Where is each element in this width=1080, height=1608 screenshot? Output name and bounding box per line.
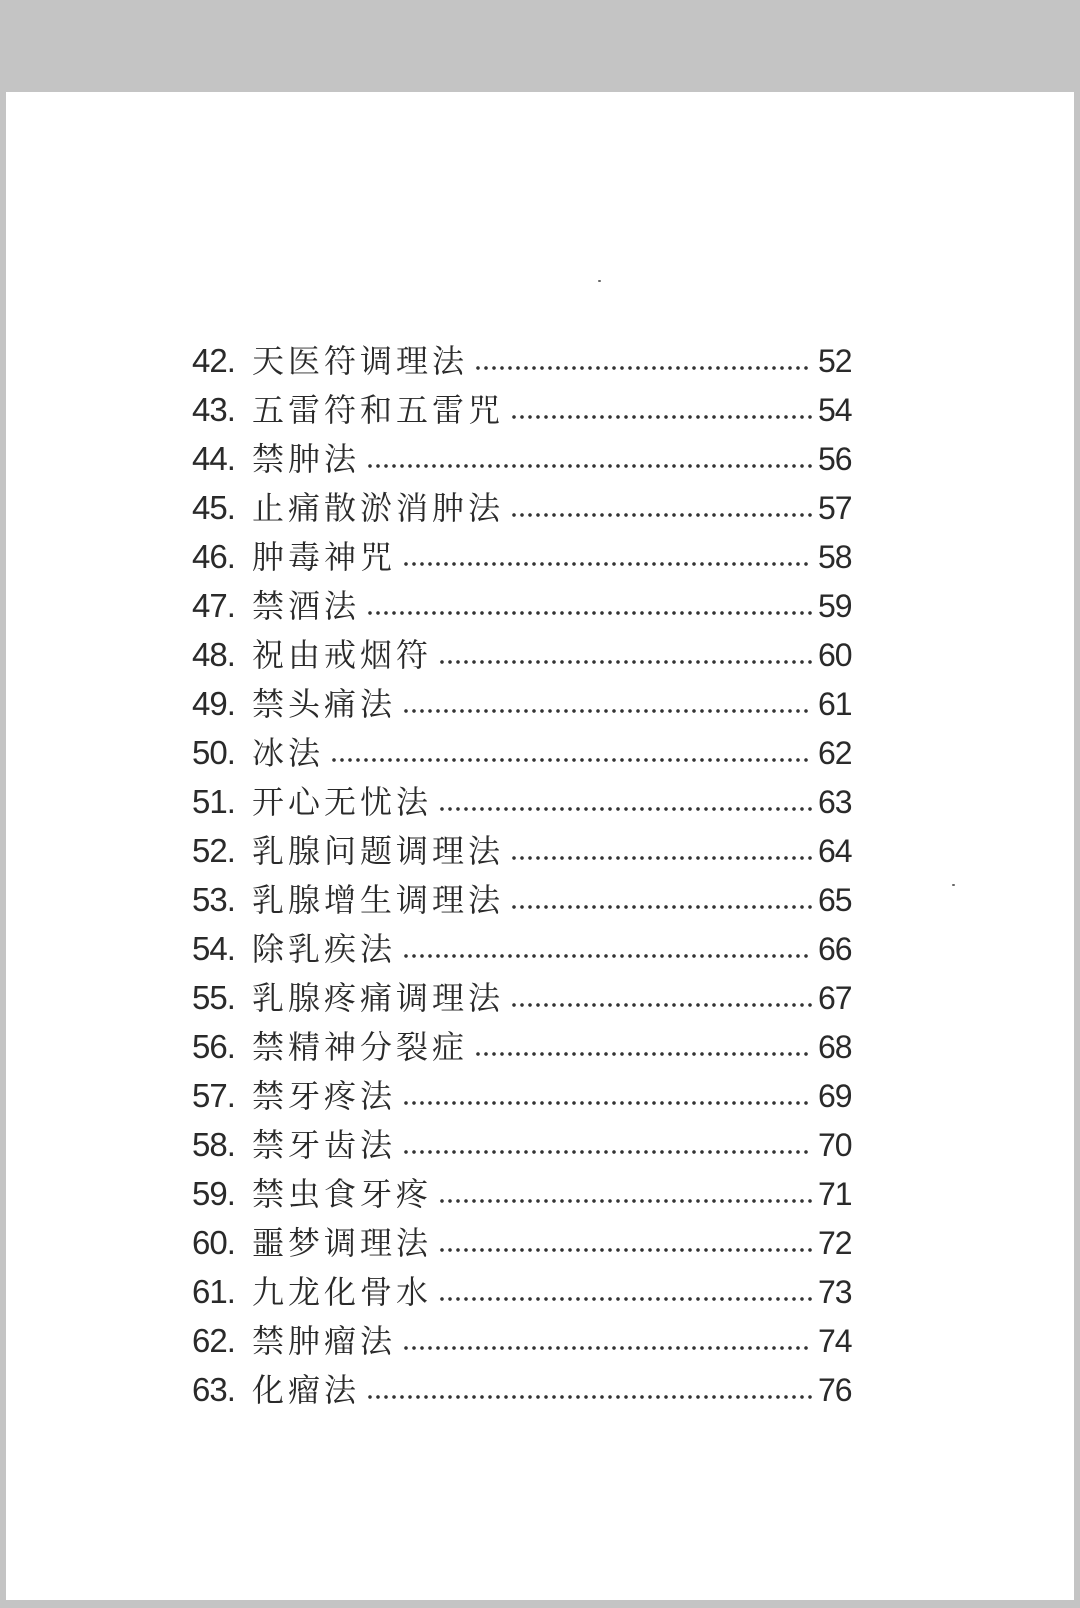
entry-number: 48. bbox=[192, 636, 235, 673]
dot-leader bbox=[402, 708, 812, 714]
entry-title: 开心无忧法 bbox=[252, 783, 433, 821]
toc-entry[interactable] bbox=[192, 924, 860, 973]
entry-page-number: 67 bbox=[818, 980, 852, 1016]
entry-title: 禁精神分裂症 bbox=[252, 1028, 469, 1066]
entry-number: 42. bbox=[192, 342, 235, 379]
entry-number: 44. bbox=[192, 440, 235, 477]
entry-number: 54. bbox=[192, 930, 235, 967]
entry-number: 47. bbox=[192, 587, 235, 624]
entry-title: 止痛散淤消肿法 bbox=[252, 489, 505, 527]
dot-leader bbox=[402, 953, 812, 959]
dot-leader bbox=[366, 1394, 812, 1400]
entry-page-number: 52 bbox=[818, 343, 852, 379]
entry-page-number: 74 bbox=[818, 1323, 852, 1359]
toc-entry[interactable] bbox=[192, 875, 860, 924]
entry-title: 冰法 bbox=[252, 734, 325, 772]
entry-page-number: 66 bbox=[818, 931, 852, 967]
entry-number: 49. bbox=[192, 685, 235, 722]
entry-page-number: 54 bbox=[818, 392, 852, 428]
entry-title: 禁酒法 bbox=[252, 587, 361, 625]
entry-number: 63. bbox=[192, 1371, 235, 1408]
entry-page-number: 57 bbox=[818, 490, 852, 526]
entry-page-number: 65 bbox=[818, 882, 852, 918]
table-of-contents bbox=[192, 336, 860, 1414]
entry-title: 噩梦调理法 bbox=[252, 1224, 433, 1262]
dot-leader bbox=[366, 463, 812, 469]
dot-leader bbox=[438, 1247, 812, 1253]
toc-entry[interactable] bbox=[192, 434, 860, 483]
toc-entry[interactable] bbox=[192, 777, 860, 826]
toc-entry[interactable] bbox=[192, 1120, 860, 1169]
toc-entry[interactable] bbox=[192, 630, 860, 679]
entry-page-number: 70 bbox=[818, 1127, 852, 1163]
entry-number: 53. bbox=[192, 881, 235, 918]
scan-speck bbox=[952, 884, 955, 886]
entry-title: 禁头痛法 bbox=[252, 685, 397, 723]
dot-leader bbox=[438, 1296, 812, 1302]
entry-number: 60. bbox=[192, 1224, 235, 1261]
toc-entry[interactable] bbox=[192, 826, 860, 875]
toc-entry[interactable] bbox=[192, 1071, 860, 1120]
entry-title: 祝由戒烟符 bbox=[252, 636, 433, 674]
entry-page-number: 69 bbox=[818, 1078, 852, 1114]
dot-leader bbox=[510, 414, 812, 420]
entry-page-number: 61 bbox=[818, 686, 852, 722]
toc-entry[interactable] bbox=[192, 1218, 860, 1267]
dot-leader bbox=[402, 1345, 812, 1351]
entry-page-number: 58 bbox=[818, 539, 852, 575]
entry-page-number: 59 bbox=[818, 588, 852, 624]
entry-title: 乳腺疼痛调理法 bbox=[252, 979, 505, 1017]
dot-leader bbox=[510, 904, 812, 910]
entry-title: 乳腺问题调理法 bbox=[252, 832, 505, 870]
dot-leader bbox=[510, 855, 812, 861]
dot-leader bbox=[510, 1002, 812, 1008]
dot-leader bbox=[366, 610, 812, 616]
toc-entry[interactable] bbox=[192, 973, 860, 1022]
scan-speck bbox=[598, 280, 601, 282]
dot-leader bbox=[474, 365, 812, 371]
entry-page-number: 76 bbox=[818, 1372, 852, 1408]
entry-title: 禁虫食牙疼 bbox=[252, 1175, 433, 1213]
entry-page-number: 68 bbox=[818, 1029, 852, 1065]
entry-number: 58. bbox=[192, 1126, 235, 1163]
entry-title: 乳腺增生调理法 bbox=[252, 881, 505, 919]
toc-entry[interactable] bbox=[192, 1267, 860, 1316]
toc-entry[interactable] bbox=[192, 679, 860, 728]
toc-entry[interactable] bbox=[192, 1022, 860, 1071]
dot-leader bbox=[438, 1198, 812, 1204]
entry-number: 52. bbox=[192, 832, 235, 869]
entry-number: 62. bbox=[192, 1322, 235, 1359]
dot-leader bbox=[438, 659, 812, 665]
entry-title: 化瘤法 bbox=[252, 1371, 361, 1409]
dot-leader bbox=[402, 1100, 812, 1106]
entry-title: 禁肿瘤法 bbox=[252, 1322, 397, 1360]
entry-page-number: 56 bbox=[818, 441, 852, 477]
entry-title: 禁肿法 bbox=[252, 440, 361, 478]
entry-page-number: 63 bbox=[818, 784, 852, 820]
dot-leader bbox=[402, 1149, 812, 1155]
entry-number: 50. bbox=[192, 734, 235, 771]
toc-entry[interactable] bbox=[192, 532, 860, 581]
entry-page-number: 71 bbox=[818, 1176, 852, 1212]
entry-page-number: 64 bbox=[818, 833, 852, 869]
entry-title: 肿毒神咒 bbox=[252, 538, 397, 576]
dot-leader bbox=[402, 561, 812, 567]
entry-title: 天医符调理法 bbox=[252, 342, 469, 380]
entry-title: 除乳疾法 bbox=[252, 930, 397, 968]
toc-entry[interactable] bbox=[192, 728, 860, 777]
dot-leader bbox=[330, 757, 812, 763]
toc-entry[interactable] bbox=[192, 336, 860, 385]
toc-entry[interactable] bbox=[192, 1365, 860, 1414]
entry-page-number: 62 bbox=[818, 735, 852, 771]
toc-entry[interactable] bbox=[192, 1169, 860, 1218]
dot-leader bbox=[474, 1051, 812, 1057]
entry-number: 57. bbox=[192, 1077, 235, 1114]
entry-number: 59. bbox=[192, 1175, 235, 1212]
toc-entry[interactable] bbox=[192, 385, 860, 434]
entry-number: 43. bbox=[192, 391, 235, 428]
toc-entry[interactable] bbox=[192, 483, 860, 532]
entry-number: 45. bbox=[192, 489, 235, 526]
entry-number: 46. bbox=[192, 538, 235, 575]
entry-title: 五雷符和五雷咒 bbox=[252, 391, 505, 429]
entry-page-number: 60 bbox=[818, 637, 852, 673]
toc-entry[interactable] bbox=[192, 581, 860, 630]
entry-number: 55. bbox=[192, 979, 235, 1016]
entry-page-number: 73 bbox=[818, 1274, 852, 1310]
entry-title: 九龙化骨水 bbox=[252, 1273, 433, 1311]
entry-title: 禁牙齿法 bbox=[252, 1126, 397, 1164]
entry-page-number: 72 bbox=[818, 1225, 852, 1261]
entry-number: 51. bbox=[192, 783, 235, 820]
toc-entry[interactable] bbox=[192, 1316, 860, 1365]
entry-number: 56. bbox=[192, 1028, 235, 1065]
dot-leader bbox=[438, 806, 812, 812]
dot-leader bbox=[510, 512, 812, 518]
entry-number: 61. bbox=[192, 1273, 235, 1310]
entry-title: 禁牙疼法 bbox=[252, 1077, 397, 1115]
